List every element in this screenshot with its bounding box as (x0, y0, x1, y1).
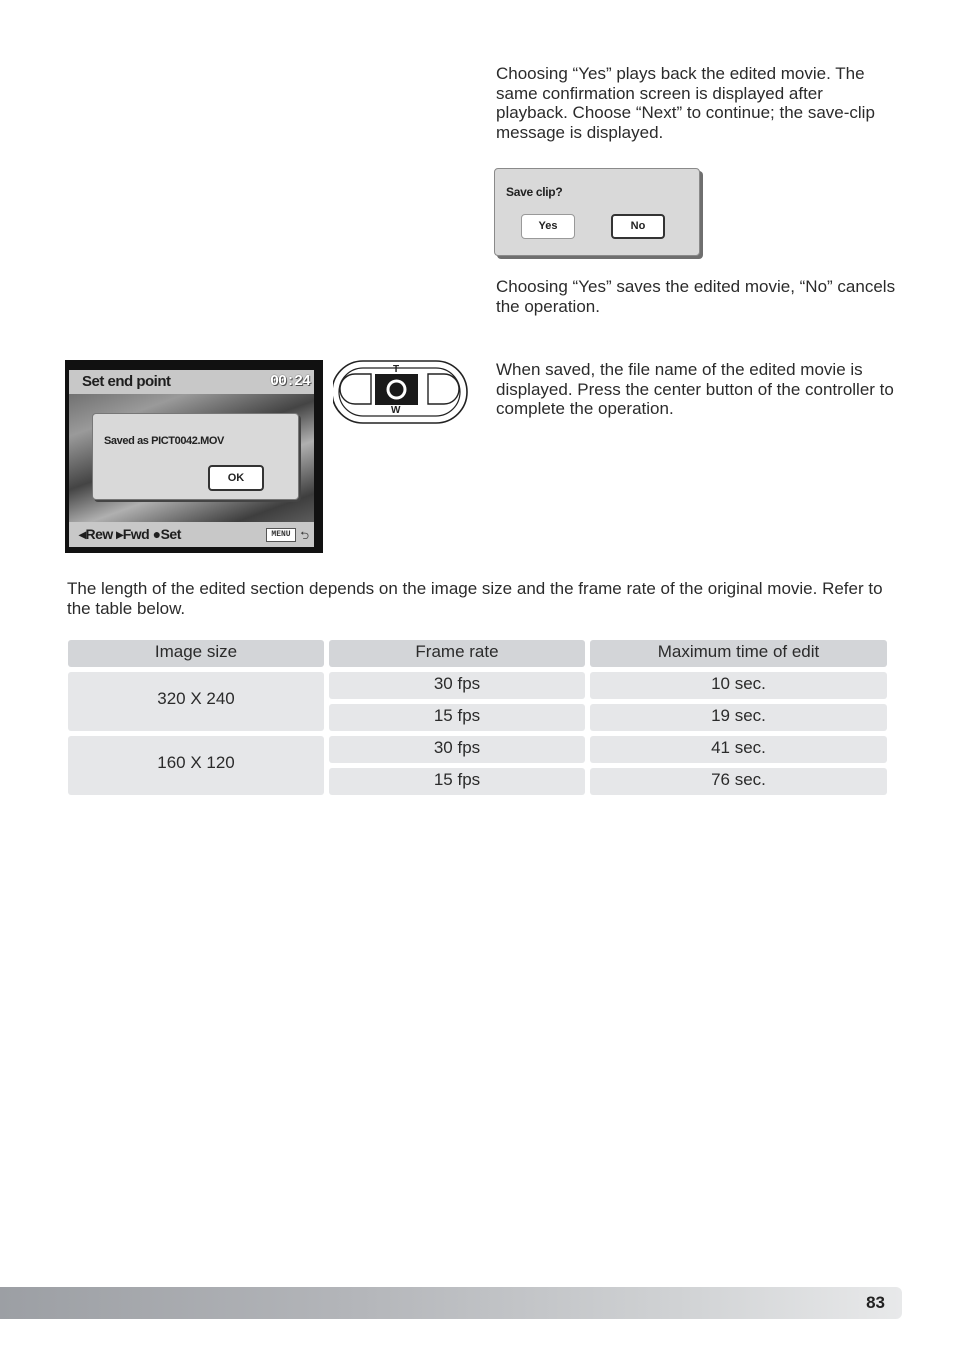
no-button[interactable]: No (611, 214, 665, 239)
table-cell-time: 76 sec. (590, 768, 887, 795)
save-result-paragraph: Choosing “Yes” saves the edited movie, “No” cancels the operation. (496, 277, 896, 316)
lcd-time-counter: 00:24 (269, 373, 310, 390)
table-cell-rate: 15 fps (329, 704, 585, 731)
controller-wide-label: W (391, 405, 401, 416)
saved-message-text: Saved as PICT0042.MOV (104, 435, 224, 447)
table-cell-rate: 15 fps (329, 768, 585, 795)
lcd-top-bar (69, 370, 314, 394)
lcd-display (69, 370, 314, 547)
save-clip-dialog (494, 168, 700, 256)
table-intro-paragraph: The length of the edited section depends on the image size and the frame rate of the original movie. Refer to the table below. (67, 579, 883, 618)
menu-icon: MENU (266, 528, 296, 542)
table-cell-size: 160 X 120 (68, 736, 324, 795)
table-cell-time: 41 sec. (590, 736, 887, 763)
lcd-nav-hints: ◂Rew ▸Fwd ●Set (79, 526, 181, 542)
page-footer-bar (0, 1287, 902, 1319)
table-cell-rate: 30 fps (329, 672, 585, 699)
table-cell-time: 19 sec. (590, 704, 887, 731)
controller-icon (333, 360, 469, 424)
table-cell-rate: 30 fps (329, 736, 585, 763)
table-header-max-time: Maximum time of edit (590, 640, 887, 667)
back-icon: ⮌ (300, 530, 309, 542)
table-header-image-size: Image size (68, 640, 324, 667)
table-header-frame-rate: Frame rate (329, 640, 585, 667)
table-cell-size: 320 X 240 (68, 672, 324, 731)
page-number: 83 (866, 1293, 885, 1312)
intro-paragraph: Choosing “Yes” plays back the edited movie. The same confirmation screen is displayed after playback. Choose “Next” to continue; the save-clip message is displayed. (496, 64, 875, 142)
controller-tele-label: T (393, 364, 400, 375)
saved-message-dialog (92, 413, 299, 500)
camera-lcd-screen (65, 360, 323, 553)
controller-diagram (333, 360, 469, 429)
yes-button[interactable]: Yes (521, 214, 575, 239)
dialog-title: Save clip? (506, 185, 563, 199)
table-cell-time: 10 sec. (590, 672, 887, 699)
lcd-title: Set end point (82, 373, 171, 390)
lcd-bottom-bar (69, 522, 314, 547)
saved-filename-paragraph: When saved, the file name of the edited movie is displayed. Press the center button of the controller to complete the operation. (496, 360, 894, 418)
ok-button[interactable]: OK (208, 465, 264, 491)
